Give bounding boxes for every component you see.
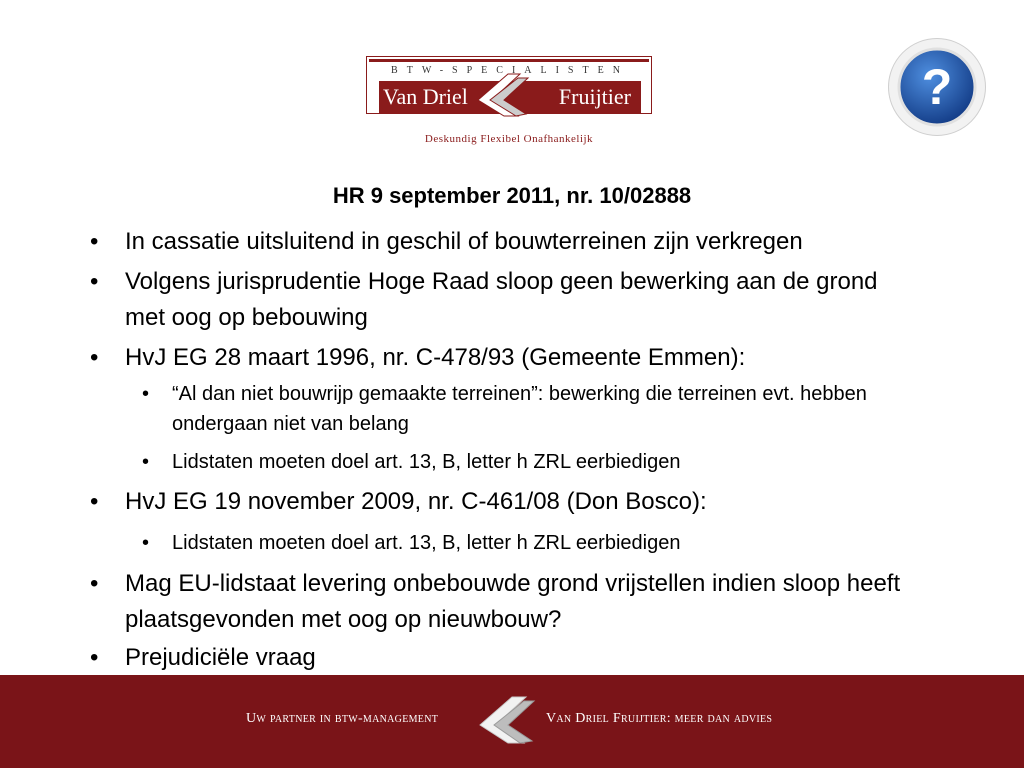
footer-bar [0, 675, 1024, 768]
company-logo [366, 56, 654, 150]
bullet-marker: • [142, 532, 150, 554]
logo-name-left: Van Driel [383, 84, 468, 109]
bullet-marker: • [90, 344, 99, 371]
bullet-marker: • [90, 228, 99, 255]
footer-slogan: Uw partner in btw-management [246, 711, 439, 726]
bullet-marker: • [90, 488, 99, 515]
bullet-text: In cassatie uitsluitend in geschil of bouwterreinen zijn verkregen [125, 228, 803, 255]
bullet-text: HvJ EG 19 november 2009, nr. C-461/08 (Don Bosco): [125, 488, 707, 515]
slide-title: HR 9 september 2011, nr. 10/02888 [332, 183, 692, 208]
bullet-text: HvJ EG 28 maart 1996, nr. C-478/93 (Gemeente Emmen): [125, 344, 746, 371]
logo-name-right: Fruijtier [558, 84, 631, 109]
bullet-marker: • [90, 644, 99, 671]
logo-chevron-icon [474, 70, 532, 120]
footer-chevron-icon [476, 691, 538, 749]
bullet-marker: • [90, 570, 99, 597]
footer-tagline: Van Driel Fruijtier: meer dan advies [546, 711, 773, 726]
bullet-text: Lidstaten moeten doel art. 13, B, letter h ZRL eerbiedigen [172, 532, 681, 554]
bullet-text: Volgens jurisprudentie Hoge Raad sloop geen bewerking aan de grond met oog op bebouwing [125, 268, 878, 331]
svg-text:?: ? [921, 59, 953, 115]
bullet-text: Prejudiciële vraag [125, 644, 316, 671]
question-mark-icon [896, 46, 978, 128]
bullet-text: Lidstaten moeten doel art. 13, B, letter h ZRL eerbiedigen [172, 451, 681, 473]
bullet-marker: • [142, 451, 150, 473]
logo-tagline: BTW-SPECIALISTEN [391, 65, 629, 76]
bullet-text: Mag EU-lidstaat levering onbebouwde grond vrijstellen indien sloop heeft plaatsgevonden met oog op nieuwbouw? [125, 570, 901, 633]
logo-top-rule [369, 59, 649, 62]
bullet-text: “Al dan niet bouwrijp gemaakte terreinen”: bewerking die terreinen evt. hebben ondergaan niet van belang [172, 383, 867, 435]
logo-motto: Deskundig Flexibel Onafhankelijk [424, 133, 594, 145]
bullet-marker: • [142, 383, 150, 405]
bullet-marker: • [90, 268, 99, 295]
help-button[interactable] [888, 38, 986, 136]
